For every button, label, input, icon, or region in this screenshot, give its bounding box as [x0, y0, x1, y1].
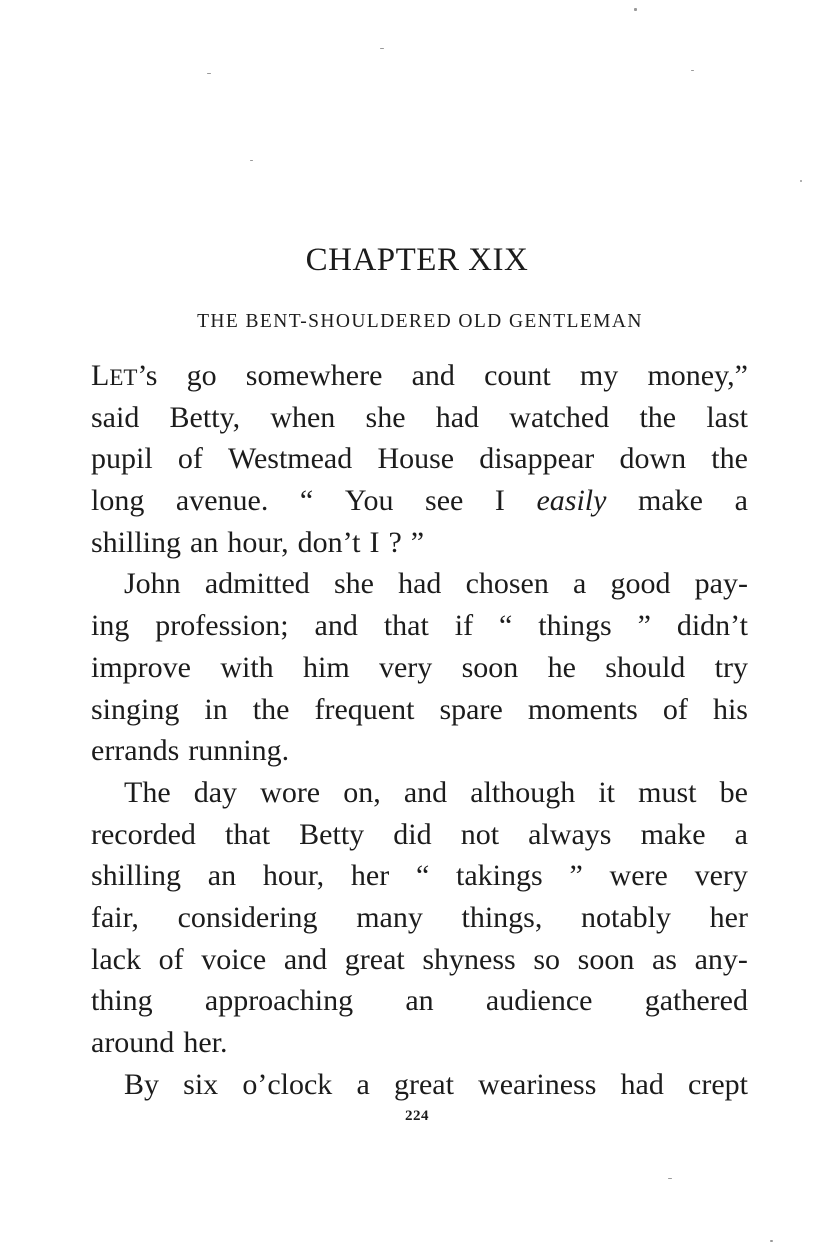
word: my: [579, 359, 619, 392]
word: very: [378, 650, 433, 684]
text-line: [91, 814, 748, 856]
word: approaching: [204, 984, 354, 1018]
scan-speck: [250, 160, 253, 161]
word: her: [709, 900, 748, 934]
word: he: [547, 650, 576, 684]
word: her.: [183, 1026, 228, 1059]
word: said: [91, 400, 140, 434]
word: the: [252, 692, 290, 726]
word: should: [605, 650, 686, 684]
word: any-: [694, 942, 748, 976]
chapter-title: THE BENT-SHOULDERED OLD GENTLEMAN: [197, 311, 643, 332]
word: and: [314, 609, 358, 643]
word: money,”: [647, 359, 748, 392]
word: improve: [91, 650, 191, 684]
word: lack: [91, 942, 141, 976]
text-line: [91, 563, 748, 605]
word: had: [435, 400, 480, 434]
word: gathered: [644, 984, 748, 1018]
text-line: [91, 730, 748, 772]
word: moments: [527, 692, 638, 726]
word: an: [190, 525, 219, 559]
word: considering: [177, 900, 318, 934]
word: down: [619, 442, 687, 476]
word: chosen: [465, 567, 549, 601]
word: in: [204, 692, 228, 726]
text-line: [91, 980, 748, 1022]
word: Betty: [299, 817, 365, 851]
word: ”: [569, 859, 583, 893]
word: hour,: [227, 525, 289, 559]
word: The: [124, 775, 171, 809]
word: House: [377, 442, 455, 476]
word: I: [369, 525, 380, 559]
scan-speck: [668, 1178, 672, 1179]
text-line: [91, 355, 748, 397]
word: an: [207, 859, 237, 893]
word: “: [415, 859, 430, 893]
word: six: [183, 1067, 219, 1101]
word: admitted: [204, 567, 310, 601]
word: make: [640, 817, 706, 851]
word: a: [734, 484, 748, 518]
word: see: [425, 484, 464, 518]
word: Betty,: [169, 400, 241, 434]
word: audience: [485, 984, 593, 1018]
word: as: [651, 942, 677, 976]
word: weariness: [478, 1067, 597, 1101]
word: By: [124, 1067, 160, 1101]
word: day: [193, 775, 238, 809]
word: were: [609, 859, 668, 893]
word: that: [383, 609, 429, 643]
word: ”: [410, 525, 425, 559]
word: of: [158, 942, 184, 976]
word: somewhere: [245, 359, 383, 392]
word: frequent: [314, 692, 415, 726]
word: although: [470, 775, 576, 809]
word: shilling: [91, 859, 182, 893]
word: the: [711, 442, 748, 476]
text-line: [91, 438, 748, 480]
text-line: [91, 1022, 748, 1064]
word: LET’s: [91, 359, 158, 392]
word: great: [393, 1067, 454, 1101]
word: errands: [91, 734, 180, 768]
word: great: [344, 942, 405, 976]
word: ”: [637, 609, 651, 643]
word: disappear: [479, 442, 595, 476]
word: avenue.: [175, 484, 269, 518]
word: she: [333, 567, 374, 601]
word: shilling: [91, 525, 182, 559]
word: that: [225, 817, 271, 851]
word: running.: [188, 734, 290, 768]
text-line: [91, 897, 748, 939]
word: count: [484, 359, 551, 392]
word: fair,: [91, 900, 139, 934]
word: watched: [509, 400, 610, 434]
word: she: [365, 400, 406, 434]
scan-speck: [380, 48, 384, 49]
text-line: [91, 855, 748, 897]
word: You: [344, 484, 394, 518]
word: crept: [688, 1067, 748, 1101]
word: not: [460, 817, 500, 851]
text-line: [91, 605, 748, 647]
word: an: [405, 984, 434, 1018]
word: ?: [388, 525, 402, 559]
word: hour,: [262, 859, 325, 893]
word: did: [393, 817, 432, 851]
word: a: [734, 817, 748, 851]
text-line: [91, 939, 748, 981]
word: wore: [260, 775, 321, 809]
word: things: [538, 609, 612, 643]
word: spare: [439, 692, 503, 726]
word: her: [350, 859, 390, 893]
word: it: [598, 775, 616, 809]
word: ing: [91, 609, 130, 643]
word: a: [573, 567, 587, 601]
scan-speck: [800, 180, 802, 182]
word: “: [499, 609, 513, 643]
word: make: [638, 484, 703, 518]
text-line: [91, 397, 748, 439]
text-line: [91, 772, 748, 814]
word: good: [610, 567, 671, 601]
word: try: [714, 650, 748, 684]
word: soon: [461, 650, 519, 684]
word: be: [719, 775, 748, 809]
word: him: [302, 650, 350, 684]
word: the: [639, 400, 677, 434]
word: had: [620, 1067, 664, 1101]
text-line: [91, 522, 748, 564]
word: profession;: [155, 609, 289, 643]
word: around: [91, 1026, 175, 1059]
word: of: [662, 692, 688, 726]
word: takings: [456, 859, 543, 893]
word: things,: [461, 900, 543, 934]
word: Westmead: [228, 442, 353, 476]
chapter-heading: CHAPTER XIX: [305, 242, 529, 278]
word: notably: [580, 900, 671, 934]
scan-speck: [634, 8, 637, 11]
page-number: 224: [405, 1108, 429, 1124]
word: long: [91, 484, 145, 518]
word: and: [411, 359, 455, 392]
word: on,: [343, 775, 381, 809]
word: when: [270, 400, 336, 434]
word: had: [398, 567, 442, 601]
word: always: [528, 817, 612, 851]
word: soon: [577, 942, 635, 976]
word: and: [403, 775, 448, 809]
scan-speck: [770, 1240, 773, 1242]
word: singing: [91, 692, 180, 726]
text-line: [91, 647, 748, 689]
text-line: [91, 1064, 748, 1106]
word: didn’t: [676, 609, 748, 643]
word: don’t: [297, 525, 361, 559]
word: voice: [201, 942, 267, 976]
word: o’clock: [242, 1067, 333, 1101]
word: “: [299, 484, 314, 518]
scan-speck: [207, 73, 211, 74]
text-line: [91, 689, 748, 731]
word: pay-: [694, 567, 748, 601]
word: thing: [91, 984, 153, 1018]
word: easily: [536, 484, 607, 518]
word: of: [177, 442, 203, 476]
word: his: [712, 692, 748, 726]
word: recorded: [91, 817, 196, 851]
word: John: [124, 567, 181, 601]
word: shyness: [422, 942, 516, 976]
body-text: [91, 355, 748, 1105]
word: go: [186, 359, 217, 392]
word: pupil: [91, 442, 153, 476]
word: last: [706, 400, 748, 434]
text-line: [91, 480, 748, 522]
word: with: [220, 650, 274, 684]
word: and: [283, 942, 328, 976]
word: I: [494, 484, 505, 518]
word: a: [356, 1067, 370, 1101]
word: many: [356, 900, 423, 934]
word: must: [638, 775, 697, 809]
word: so: [533, 942, 561, 976]
word: if: [454, 609, 474, 643]
scan-speck: [691, 70, 694, 71]
word: very: [694, 859, 748, 893]
